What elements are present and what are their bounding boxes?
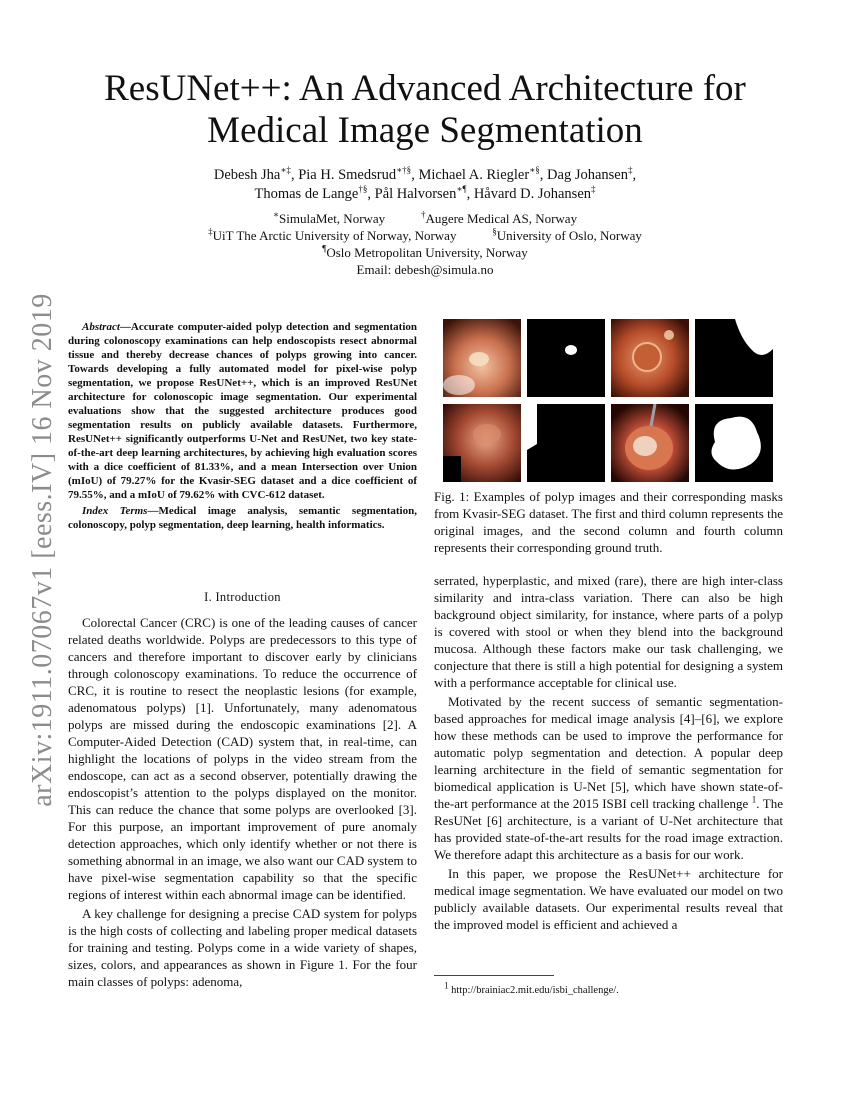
affiliation: Augere Medical AS, Norway [425, 211, 578, 226]
paragraph: serrated, hyperplastic, and mixed (rare), there are high inter-class similarity and intra-class variation. There can also be high background object similarity, for instance, where parts of a polyp is covered with stool or when they blend into the background mucosa. Although these factors make our task challenging, we conjecture that there is still a high potential for designing a system with a performance acceptable for clinical use. [434, 573, 783, 690]
mask-image [695, 404, 773, 482]
affiliation-line [100, 227, 750, 244]
paragraph-text: Motivated by the recent success of semantic segmentation-based approaches for medical image analysis [4]–[6], we explore how these methods can be used to improve the performance for automatic polyp segmentation and detection. A popular deep learning architecture in the field of semantic segmentation for biomedical application is U-Net [5], which have shown state-of-the-art performance at the 2015 ISBI cell tracking challenge [434, 694, 783, 811]
affiliation-mark: ∗ [272, 209, 280, 220]
author: Håvard D. Johansen [473, 186, 592, 202]
affiliation: SimulaMet, Norway [279, 211, 386, 226]
figure-1 [443, 319, 774, 482]
mask-image [527, 404, 605, 482]
author-mark: ∗¶ [456, 184, 467, 195]
affiliation-line [100, 210, 750, 227]
footnote-url: http://brainiac2.mit.edu/isbi_challenge/. [451, 985, 619, 996]
author: Pia H. Smedsrud [298, 167, 397, 183]
footnote-ref: 1 [751, 794, 757, 805]
author: Pål Halvorsen [374, 186, 457, 202]
polyp-image [443, 404, 521, 482]
paragraph [434, 693, 783, 863]
email: Email: debesh@simula.no [356, 262, 494, 277]
abstract-text: —Accurate computer-aided polyp detection and segmentation during colonoscopy examinations can help endoscopists resect abnormal tissue and thereby decrease chances of polyps growing into cancer. Towards developing a fully automated model for pixel-wise polyp segmentation, we propose ResUNet++, which is an improved ResUNet architecture for colonoscopic image segmentation. Our experimental evaluations show that the suggested architecture produces good segmentation results on publicly available datasets. Furthermore, ResUNet++ significantly outperforms U-Net and ResUNet, two key state-of-the-art deep learning architectures, by achieving high evaluation scores with a dice coefficient of 81.33%, and a mean Intersection over Union (mIoU) of 79.27% for the Kvasir-SEG dataset and a dice coefficient of 79.55%, and a mIoU of 79.62% with CVC-612 dataset. [68, 321, 417, 501]
affiliation: University of Oslo, Norway [496, 228, 642, 243]
affiliations [100, 210, 750, 278]
intro-left-column [68, 614, 417, 990]
affiliation-mark: § [492, 226, 497, 237]
author: Michael A. Riegler [418, 167, 530, 183]
affiliation-mark: ¶ [322, 243, 327, 254]
footnote-mark: 1 [444, 980, 449, 991]
paragraph-text: . The ResUNet [6] architecture, is a variant of U-Net architecture that has provided state-of-the-art results for the road image extraction. We therefore adapt this architecture as a basis for our work. [434, 796, 783, 862]
footnote [444, 980, 619, 997]
polyp-image [611, 404, 689, 482]
abstract-paragraph [68, 320, 417, 502]
index-terms-text: —Medical image analysis, semantic segmentation, colonoscopy, polyp segmentation, deep learning, health informatics. [68, 505, 417, 531]
affiliation-line [100, 244, 750, 261]
figure-caption: Fig. 1: Examples of polyp images and their corresponding masks from Kvasir-SEG dataset. The first and third column represents the original images, and the second column and fourth column represents their corresponding ground truth. [434, 489, 783, 555]
polyp-image [443, 319, 521, 397]
author-mark: †§ [358, 184, 368, 195]
paper-title: ResUNet++: An Advanced Architecture for Medical Image Segmentation [104, 68, 746, 151]
affiliation-mark: † [420, 209, 426, 220]
footnote-rule [434, 975, 554, 976]
paragraph: Colorectal Cancer (CRC) is one of the leading causes of cancer related deaths worldwide. Polyps are predecessors to this type of cancers and therefore important to discover early by clinicians through colonoscopy examinations. To reduce the occurrence of CRC, it is routine to resect the neoplastic lesions (for example, adenomatous polyps) [1]. Unfortunately, many adenomatous polyps are missed during the endoscopic examinations [2]. A Computer-Aided Detection (CAD) system that, in real-time, can highlight the locations of polyps in the video stream from the endoscope, can act as a second observer, potentially drawing the endoscopist’s attention to the polyps displayed on the monitor. This can reduce the chance that some polyps are overlooked [3]. For this purpose, an important improvement of pure anomaly detection approaches, which only identify whether or not there is something abnormal in an image, we also want our CAD system to have pixel-wise segmentation capability so that the specific regions of interest within each abnormal image can be identified. [68, 615, 417, 902]
affiliation: Oslo Metropolitan University, Norway [326, 245, 528, 260]
author-mark: ‡ [628, 165, 633, 176]
abstract-label: Abstract [82, 321, 120, 333]
author-mark: ∗†§ [396, 165, 412, 176]
paragraph: In this paper, we propose the ResUNet++ architecture for medical image segmentation. We have evaluated our model on two publicly available datasets. Our experimental results reveal that the improved model is efficient and achieved a [434, 866, 783, 932]
arxiv-stamp: arXiv:1911.07067v1 [eess.IV] 16 Nov 2019 [27, 293, 58, 807]
affiliation-mark: ‡ [208, 226, 213, 237]
author: Dag Johansen [547, 167, 628, 183]
section-heading: I. Introduction [204, 590, 281, 604]
paragraph: A key challenge for designing a precise CAD system for polyps is the high costs of collecting and labeling proper medical datasets for training and testing. Polyps come in a wide variety of shapes, sizes, colors, and appearances as shown in Figure 1. For the four main classes of polyps: adenoma, [68, 906, 417, 989]
author: Debesh Jha [213, 167, 281, 183]
index-terms-label: Index Terms [82, 505, 148, 517]
affiliation: UiT The Arctic University of Norway, Norway [212, 228, 457, 243]
intro-right-column [434, 572, 783, 933]
abstract [68, 320, 417, 532]
polyp-image [611, 319, 689, 397]
mask-image [527, 319, 605, 397]
author: Thomas de Lange [254, 186, 359, 202]
author-mark: ‡ [591, 184, 596, 195]
author-mark: ∗‡ [280, 165, 291, 176]
mask-image [695, 319, 773, 397]
author-list: Debesh Jha∗‡, Pia H. Smedsrud∗†§, Michael A. Riegler∗§, Dag Johansen‡, Thomas de Lange†§, Pål Halvorsen∗¶, Håvard D. Johansen‡ [213, 165, 637, 202]
index-terms [68, 504, 417, 532]
author-mark: ∗§ [529, 165, 540, 176]
